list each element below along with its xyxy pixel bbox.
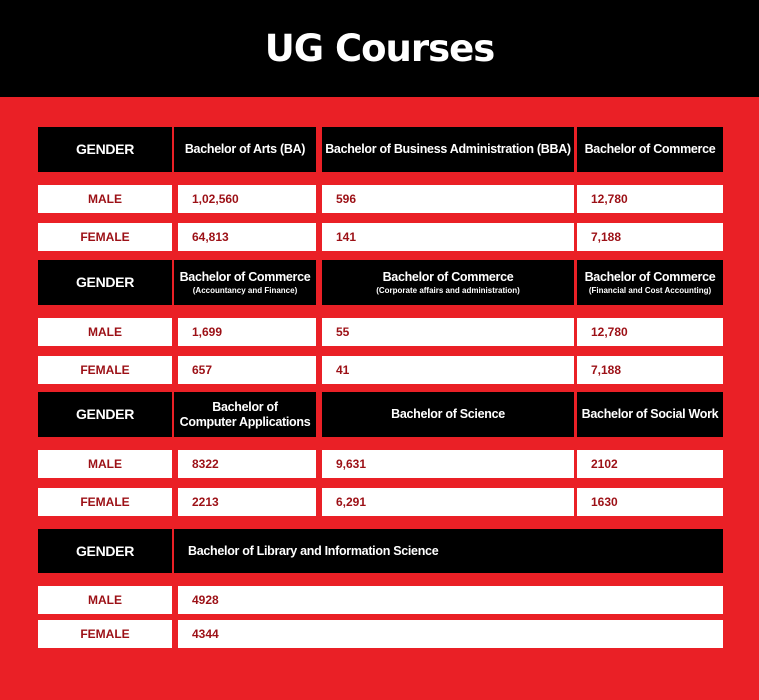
value-cell: 1630 bbox=[577, 488, 723, 516]
value-cell: 7,188 bbox=[577, 223, 723, 251]
course-header bbox=[174, 127, 316, 172]
gender-cell: MALE bbox=[38, 586, 172, 614]
gender-cell: FEMALE bbox=[38, 488, 172, 516]
gender-cell: MALE bbox=[38, 185, 172, 213]
value-cell: 141 bbox=[322, 223, 574, 251]
course-name: Bachelor of bbox=[212, 399, 278, 414]
course-header bbox=[174, 529, 723, 573]
gender-cell: MALE bbox=[38, 318, 172, 346]
value-cell: 41 bbox=[322, 356, 574, 384]
value-cell: 7,188 bbox=[577, 356, 723, 384]
course-name: Bachelor of Social Work bbox=[581, 407, 719, 421]
course-subtitle: (Accountancy and Finance) bbox=[192, 285, 298, 295]
course-header bbox=[577, 127, 723, 172]
course-name: Bachelor of Arts (BA) bbox=[184, 142, 306, 156]
course-name: Bachelor of Business Administration (BBA) bbox=[325, 142, 571, 156]
gender-header: GENDER bbox=[38, 392, 172, 437]
gender-cell: FEMALE bbox=[38, 620, 172, 648]
course-header bbox=[322, 127, 574, 172]
value-cell: 12,780 bbox=[577, 185, 723, 213]
course-header bbox=[174, 260, 316, 305]
course-name: Bachelor of Library and Information Science bbox=[188, 543, 439, 558]
value-cell: 8322 bbox=[178, 450, 316, 478]
course-name: Bachelor of Commerce bbox=[179, 269, 311, 284]
value-cell: 657 bbox=[178, 356, 316, 384]
value-cell: 2213 bbox=[178, 488, 316, 516]
course-subtitle: (Corporate affairs and administration) bbox=[376, 285, 520, 295]
course-name-line2: Computer Applications bbox=[179, 414, 311, 429]
value-cell: 9,631 bbox=[322, 450, 574, 478]
course-name: Bachelor of Commerce bbox=[382, 269, 514, 284]
title-banner bbox=[0, 0, 759, 97]
gender-cell: MALE bbox=[38, 450, 172, 478]
course-header bbox=[174, 392, 316, 437]
course-name: Bachelor of Commerce bbox=[584, 269, 716, 284]
value-cell: 1,02,560 bbox=[178, 185, 316, 213]
course-header bbox=[322, 260, 574, 305]
gender-cell: FEMALE bbox=[38, 356, 172, 384]
course-subtitle: (Financial and Cost Accounting) bbox=[588, 285, 712, 295]
value-cell: 4344 bbox=[178, 620, 723, 648]
gender-header: GENDER bbox=[38, 127, 172, 172]
value-cell: 1,699 bbox=[178, 318, 316, 346]
value-cell: 12,780 bbox=[577, 318, 723, 346]
value-cell: 64,813 bbox=[178, 223, 316, 251]
page-title: UG Courses bbox=[264, 27, 495, 70]
course-header bbox=[322, 392, 574, 437]
course-header bbox=[577, 392, 723, 437]
value-cell: 4928 bbox=[178, 586, 723, 614]
gender-header: GENDER bbox=[38, 260, 172, 305]
gender-header: GENDER bbox=[38, 529, 172, 573]
value-cell: 6,291 bbox=[322, 488, 574, 516]
value-cell: 2102 bbox=[577, 450, 723, 478]
value-cell: 55 bbox=[322, 318, 574, 346]
course-header bbox=[577, 260, 723, 305]
course-name: Bachelor of Science bbox=[391, 407, 505, 421]
gender-cell: FEMALE bbox=[38, 223, 172, 251]
value-cell: 596 bbox=[322, 185, 574, 213]
course-name: Bachelor of Commerce bbox=[584, 142, 716, 156]
